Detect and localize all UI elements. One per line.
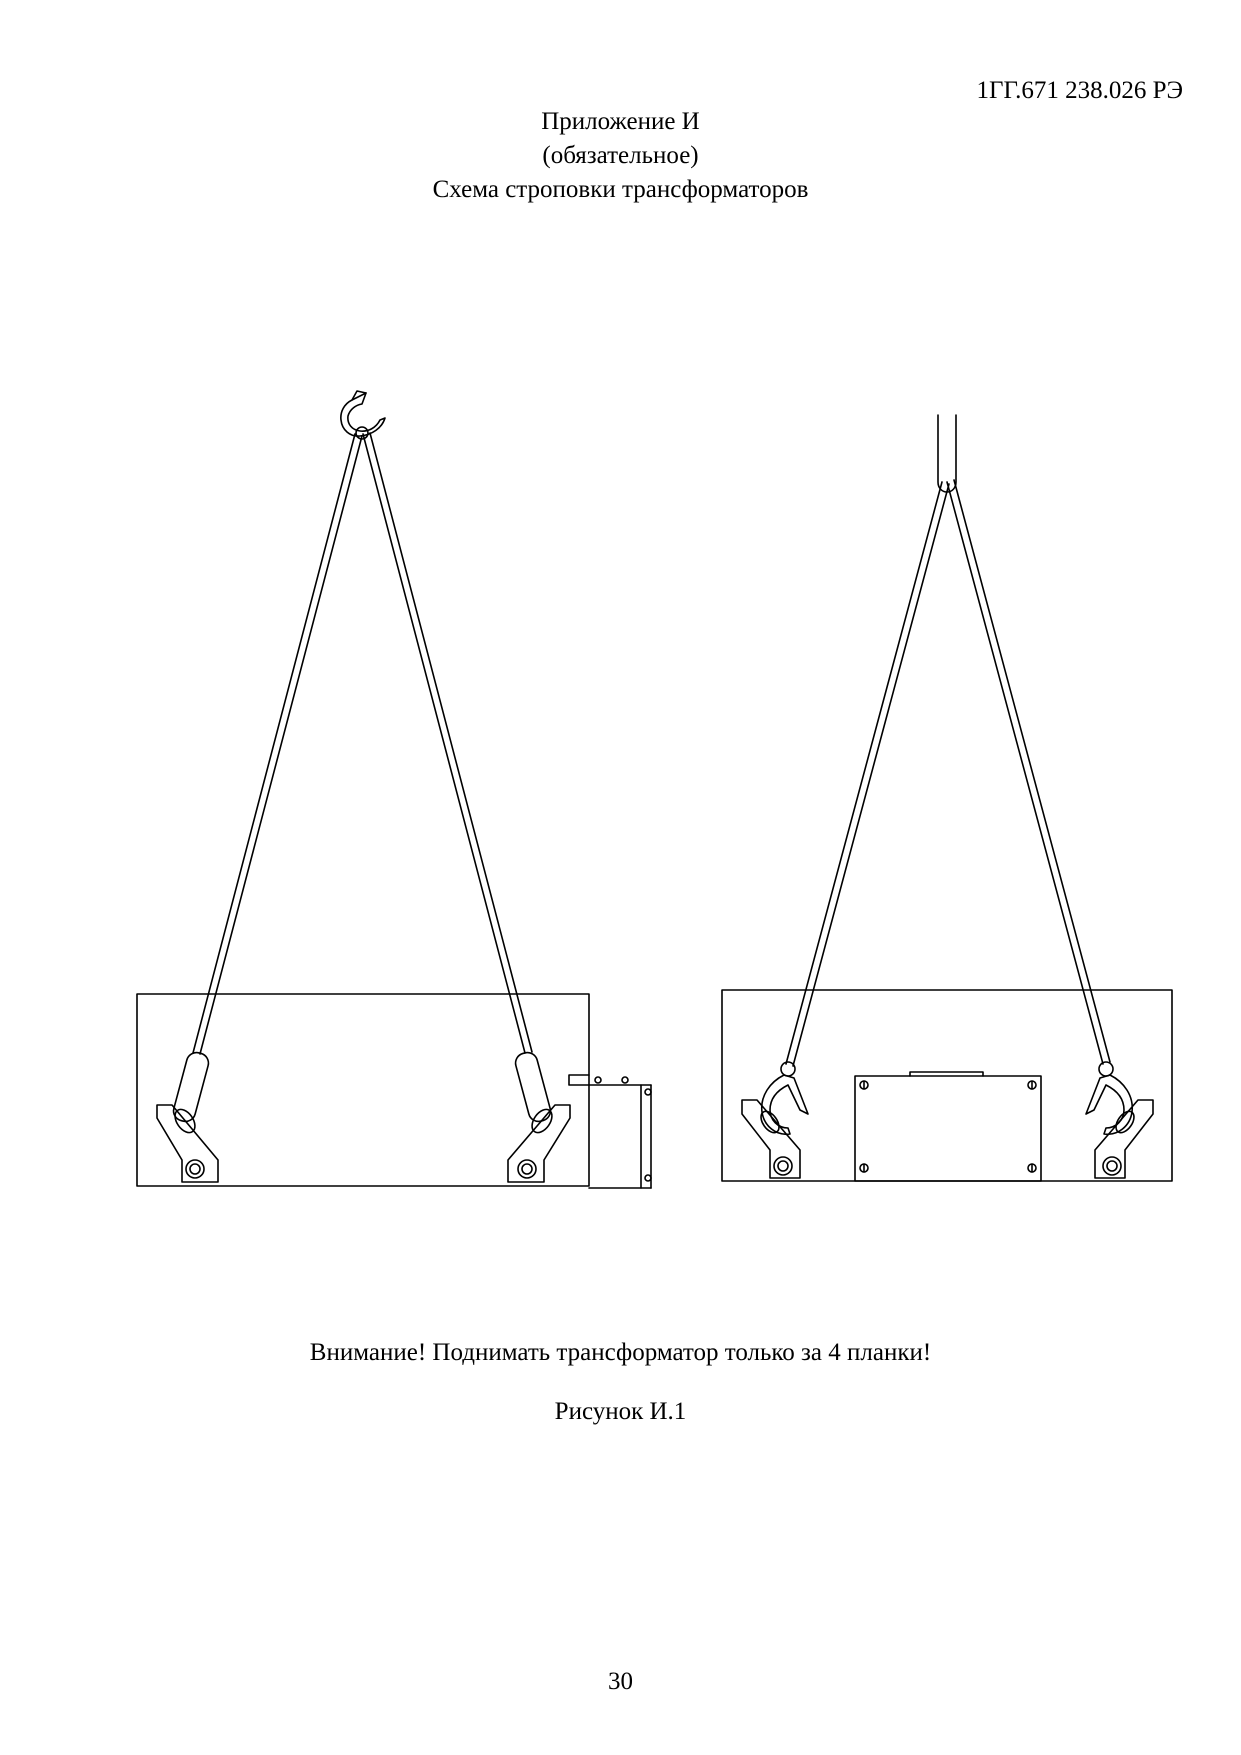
left-transformer-view bbox=[137, 391, 651, 1188]
lifting-plate-left-2 bbox=[508, 1050, 570, 1182]
crane-hook-left bbox=[341, 391, 385, 439]
transformer-body-left bbox=[137, 994, 589, 1186]
transformer-body-right bbox=[722, 990, 1172, 1181]
lifting-plate-left-1 bbox=[157, 1050, 218, 1182]
front-panel bbox=[855, 1076, 1041, 1181]
sling-wire-right-a bbox=[786, 482, 949, 1066]
lifting-warning: Внимание! Поднимать трансформатор только за 4 планки! bbox=[309, 1339, 932, 1366]
sling-wire-right-b bbox=[947, 480, 1110, 1064]
sling-wire-left-b bbox=[363, 433, 532, 1053]
document-code: 1ГГ.671 238.026 РЭ bbox=[976, 77, 1183, 104]
lifting-plate-right-1 bbox=[742, 1062, 808, 1178]
page-number: 30 bbox=[608, 1668, 633, 1695]
appendix-title: Приложение И bbox=[541, 108, 700, 135]
lifting-plate-right-2 bbox=[1086, 1062, 1153, 1178]
terminal-box-left bbox=[569, 1075, 641, 1188]
sling-wire-left-a bbox=[193, 434, 362, 1054]
appendix-subject: Схема строповки трансформаторов bbox=[432, 176, 809, 203]
figure-caption: Рисунок И.1 bbox=[554, 1398, 687, 1425]
right-transformer-view bbox=[722, 415, 1172, 1181]
appendix-status: (обязательное) bbox=[542, 142, 699, 169]
